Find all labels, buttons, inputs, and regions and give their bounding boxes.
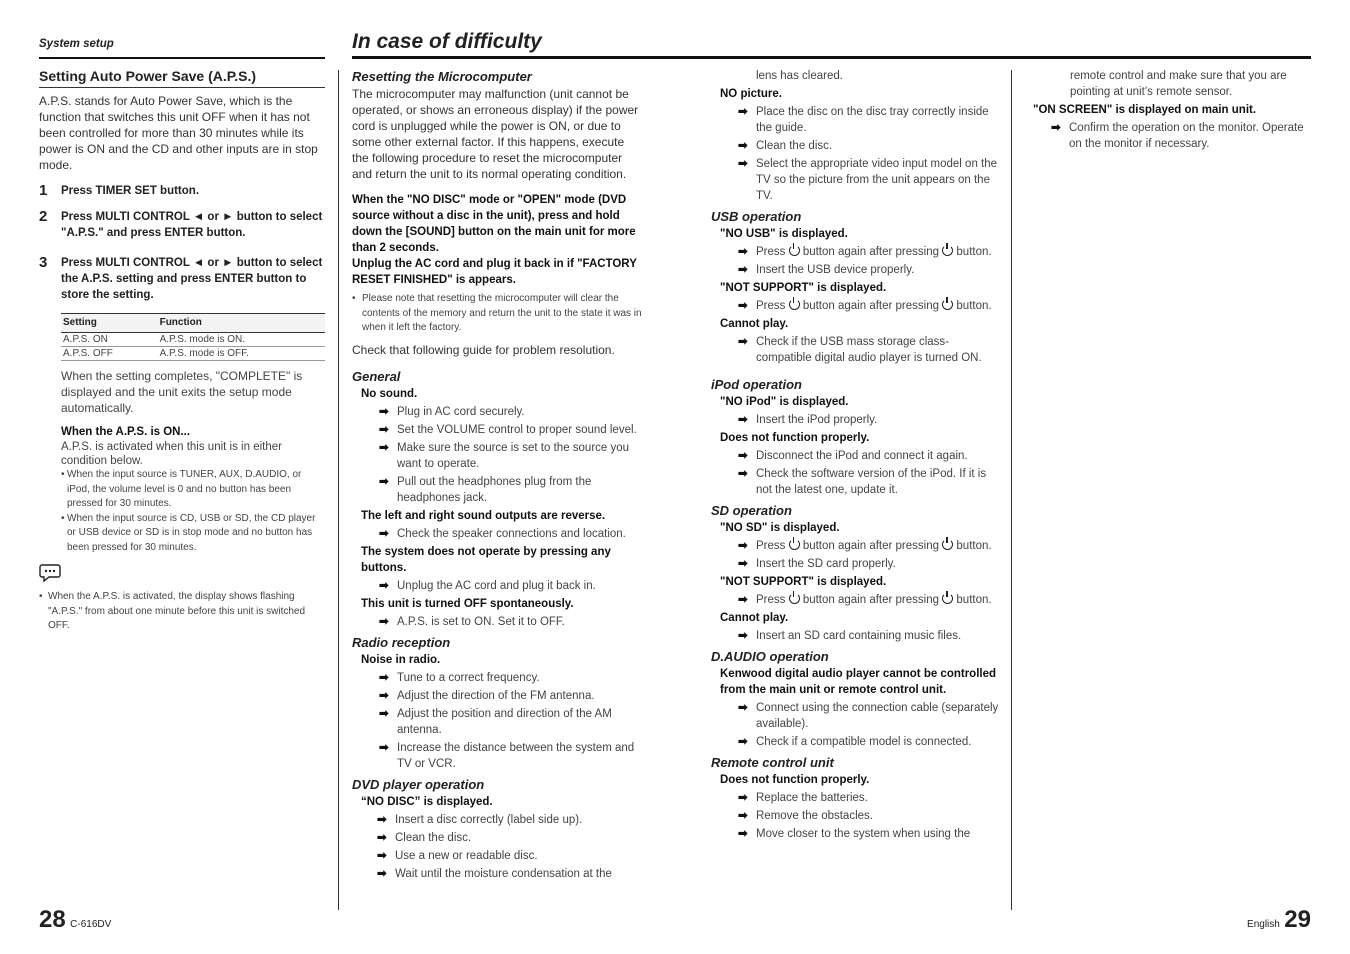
list-item: ➡ Pull out the headphones plug from the headphones jack. [379, 475, 592, 504]
ipod-title: iPod operation [711, 377, 802, 392]
list-item: ➡ Clean the disc. [377, 831, 472, 844]
arrow-icon: ➡ [738, 810, 748, 822]
arrow-icon: ➡ [738, 540, 748, 552]
when-on-title: When the A.P.S. is ON... [61, 426, 191, 438]
reset-instruction: Unplug the AC cord and plug it back in if "FACTORY RESET FINISHED" is appears. [352, 258, 637, 286]
list-item: ➡ Insert a disc correctly (label side up). [377, 813, 583, 826]
table-header: Function [158, 314, 325, 333]
solution-list [379, 670, 642, 772]
page-number: 28 [39, 906, 66, 933]
problem-heading: "ON SCREEN" is displayed on main unit. [1033, 104, 1257, 116]
arrow-icon: ➡ [377, 867, 387, 880]
list-item: ➡ Check if the USB mass storage class-compatible digital audio player is turned ON. [738, 336, 982, 364]
problem-heading: Does not function properly. [720, 774, 870, 786]
solution-list [1051, 120, 1313, 152]
list-item: ➡ Press button again after pressing button. [738, 300, 992, 312]
arrow-icon: ➡ [379, 423, 389, 436]
arrow-icon: ➡ [738, 106, 748, 118]
arrow-icon: ➡ [738, 828, 748, 840]
step-text: Press MULTI CONTROL ◄ or ► button to select "A.P.S." and press ENTER button. [61, 211, 323, 239]
list-item: ➡ Insert the iPod properly. [738, 414, 878, 426]
general-title: General [352, 368, 401, 384]
page-title: In case of difficulty [352, 30, 542, 53]
problem-heading: No sound. [361, 387, 418, 400]
problem-heading: “NO DISC” is displayed. [361, 795, 493, 808]
remote-section [720, 772, 1001, 842]
table-cell: A.P.S. mode is OFF. [158, 347, 325, 361]
table-row [61, 347, 325, 361]
title-rule [352, 56, 1311, 59]
list-item: ➡ Check the software version of the iPod. If it is not the latest one, update it. [738, 468, 987, 496]
arrow-icon: ➡ [377, 831, 387, 844]
table-row [61, 333, 325, 347]
table-cell: A.P.S. OFF [61, 347, 158, 361]
list-item: ➡ Adjust the direction of the FM antenna. [379, 689, 595, 702]
solution-list [738, 592, 1001, 608]
reset-title: Resetting the Microcomputer [352, 69, 532, 84]
list-item: ➡ Press button again after pressing button. [738, 540, 992, 552]
arrow-icon: ➡ [738, 468, 748, 480]
list-item: ➡ Set the VOLUME control to proper sound level. [379, 423, 637, 436]
solution-list [379, 526, 642, 542]
power-icon [789, 593, 800, 604]
section-header: System setup [39, 38, 114, 50]
list-item: • When the input source is TUNER, AUX, D.AUDIO, or iPod, the volume level is 0 and no button has been pressed for 30 minutes. [61, 469, 302, 509]
list-item: ➡ Plug in AC cord securely. [379, 405, 525, 418]
list-item: ➡ Adjust the position and direction of the AM antenna. [379, 707, 612, 736]
problem-heading: "NOT SUPPORT" is displayed. [720, 576, 887, 588]
page-number: 29 [1284, 906, 1311, 933]
aps-settings-table [61, 313, 325, 361]
list-item: ➡ Confirm the operation on the monitor. Operate on the monitor if necessary. [1051, 122, 1304, 150]
arrow-icon: ➡ [738, 594, 748, 606]
step-number: 1 [39, 182, 48, 199]
power-icon [942, 539, 953, 550]
problem-heading: "NO iPod" is displayed. [720, 396, 849, 408]
solution-list [738, 104, 1001, 204]
radio-title: Radio reception [352, 634, 451, 650]
list-item: ➡ A.P.S. is set to ON. Set it to OFF. [379, 615, 565, 628]
aps-rule [39, 87, 325, 88]
note-icon [39, 563, 325, 588]
troubleshoot-column-1 [352, 68, 642, 882]
remote-title: Remote control unit [711, 755, 834, 770]
list-item: ➡ Move closer to the system when using the [738, 828, 971, 840]
problem-heading: The system does not operate by pressing any buttons. [361, 545, 611, 574]
problem-heading: Cannot play. [720, 318, 789, 330]
arrow-icon: ➡ [738, 702, 748, 714]
arrow-icon: ➡ [738, 558, 748, 570]
arrow-icon: ➡ [379, 615, 389, 628]
usb-title: USB operation [711, 209, 802, 224]
troubleshoot-column-2 [711, 68, 1001, 842]
reset-instruction: When the "NO DISC" mode or "OPEN" mode (DVD source without a disc in the unit), press and hold down the [SOUND] button on the main unit for more than 2 seconds. [352, 194, 636, 254]
solution-list [738, 448, 1001, 498]
solution-list [379, 404, 642, 506]
arrow-icon: ➡ [738, 140, 748, 152]
continued-text: remote control and make sure that you are pointing at unit’s remote sensor. [1070, 70, 1287, 98]
step-1 [39, 183, 325, 199]
solution-list [738, 298, 1001, 314]
list-item: ➡ Disconnect the iPod and connect it again. [738, 450, 968, 462]
dvd-title: DVD player operation [352, 776, 485, 792]
power-icon [789, 539, 800, 550]
complete-text: When the setting completes, "COMPLETE" is displayed and the unit exits the setup mode automatically. [61, 369, 303, 415]
list-item: ➡ Insert an SD card containing music files. [738, 630, 962, 642]
problem-heading: Noise in radio. [361, 653, 441, 666]
solution-list [738, 628, 1001, 644]
list-item: ➡ Remove the obstacles. [738, 810, 873, 822]
continued-text: lens has cleared. [756, 70, 843, 82]
power-icon [789, 299, 800, 310]
problem-heading: "NOT SUPPORT" is displayed. [720, 282, 887, 294]
arrow-icon: ➡ [738, 414, 748, 426]
list-item: ➡ Tune to a correct frequency. [379, 671, 540, 684]
arrow-icon: ➡ [738, 450, 748, 462]
footer-left [39, 906, 111, 934]
arrow-icon: ➡ [738, 736, 748, 748]
list-item: ➡ Check if a compatible model is connected. [738, 736, 972, 748]
power-icon [942, 245, 953, 256]
solution-list [377, 812, 642, 882]
list-item: ➡ Press button again after pressing button. [738, 246, 992, 258]
footer-right [1247, 906, 1311, 934]
arrow-icon: ➡ [379, 527, 389, 540]
list-item: • When the input source is CD, USB or SD, the CD player or USB device or SD is in stop mode and no button has been pressed for 30 minutes. [61, 512, 316, 553]
language-label: English [1247, 919, 1280, 930]
arrow-icon: ➡ [738, 158, 748, 170]
table-header-row [61, 314, 325, 333]
power-icon [942, 299, 953, 310]
list-item: ➡ Press button again after pressing button. [738, 594, 992, 606]
aps-title: Setting Auto Power Save (A.P.S.) [39, 68, 257, 84]
step-number: 3 [39, 254, 48, 271]
list-item: ➡ Insert the USB device properly. [738, 264, 915, 276]
solution-list [738, 334, 1001, 366]
problem-heading: "NO USB" is displayed. [720, 228, 848, 240]
list-item: ➡ Insert the SD card properly. [738, 558, 896, 570]
problem-heading: The left and right sound outputs are reverse. [361, 509, 606, 522]
solution-list [379, 614, 642, 630]
arrow-icon: ➡ [377, 849, 387, 862]
table-header: Setting [61, 314, 158, 333]
table-cell: A.P.S. ON [61, 333, 158, 347]
power-icon [789, 245, 800, 256]
list-item: ➡ Wait until the moisture condensation at the [377, 867, 612, 880]
model-number: C-616DV [70, 919, 112, 930]
arrow-icon: ➡ [738, 300, 748, 312]
daudio-section [720, 666, 1001, 750]
check-text: Check that following guide for problem resolution. [352, 342, 615, 357]
arrow-icon: ➡ [738, 336, 748, 348]
column-divider [338, 70, 339, 910]
problem-heading: Kenwood digital audio player cannot be controlled from the main unit or remote control unit. [720, 668, 997, 696]
arrow-icon: ➡ [379, 475, 389, 488]
arrow-icon: ➡ [1051, 122, 1061, 134]
list-item: ➡ Replace the batteries. [738, 792, 868, 804]
arrow-icon: ➡ [379, 579, 389, 592]
problem-heading: Cannot play. [720, 612, 789, 624]
dvd-section [361, 794, 642, 882]
condition-list [61, 468, 325, 555]
step-3 [39, 255, 325, 303]
arrow-icon: ➡ [738, 630, 748, 642]
daudio-title: D.AUDIO operation [711, 649, 829, 664]
arrow-icon: ➡ [379, 671, 389, 684]
aps-intro: A.P.S. stands for Auto Power Save, which is the function that switches this unit OFF when it has not been controlled for more than 30 minutes while its power is ON and the CD and other inputs are in stop mode. [39, 94, 318, 172]
when-on-text: A.P.S. is activated when this unit is in either condition below. [61, 441, 282, 467]
arrow-icon: ➡ [379, 707, 389, 720]
arrow-icon: ➡ [738, 792, 748, 804]
step-text: Press MULTI CONTROL ◄ or ► button to select the A.P.S. setting and press ENTER button to store the setting. [61, 257, 323, 301]
problem-heading: NO picture. [720, 88, 782, 100]
reset-text: The microcomputer may malfunction (unit cannot be operated, or shows an erroneous display) if the power cord is unplugged while the power is ON, or due to some other external factor. If this happens, execute the following procedure to reset the microcomputer and return the unit to its normal operating condition. [352, 87, 639, 181]
arrow-icon: ➡ [379, 441, 389, 454]
solution-list [738, 790, 1001, 842]
solution-list [738, 412, 1001, 428]
step-text: Press TIMER SET button. [61, 185, 200, 197]
column-divider [1011, 70, 1012, 910]
power-icon [942, 593, 953, 604]
list-item: ➡ Place the disc on the disc tray correctly inside the guide. [738, 106, 989, 134]
arrow-icon: ➡ [379, 405, 389, 418]
list-item: ➡ Connect using the connection cable (separately available). [738, 702, 999, 730]
table-cell: A.P.S. mode is ON. [158, 333, 325, 347]
solution-list [738, 244, 1001, 278]
list-item: ➡ Clean the disc. [738, 140, 833, 152]
aps-section [39, 68, 325, 634]
solution-list [738, 538, 1001, 572]
list-item: ➡ Check the speaker connections and location. [379, 527, 626, 540]
arrow-icon: ➡ [377, 813, 387, 826]
aps-note: • When the A.P.S. is activated, the display shows flashing "A.P.S." from about one minute before this unit is switched OFF. [39, 591, 306, 631]
usb-section [720, 226, 1001, 366]
list-item: ➡ Make sure the source is set to the source you want to operate. [379, 441, 630, 470]
problem-heading: This unit is turned OFF spontaneously. [361, 597, 574, 610]
ipod-section [720, 394, 1001, 498]
list-item: ➡ Use a new or readable disc. [377, 849, 538, 862]
sd-title: SD operation [711, 503, 792, 518]
arrow-icon: ➡ [738, 264, 748, 276]
dvd-picture-section [720, 86, 1001, 204]
header-rule [39, 57, 325, 59]
arrow-icon: ➡ [738, 246, 748, 258]
general-section [361, 386, 642, 630]
sd-section [720, 520, 1001, 644]
troubleshoot-column-3 [1033, 68, 1313, 152]
solution-list [738, 700, 1001, 750]
step-2 [39, 209, 325, 241]
arrow-icon: ➡ [379, 741, 389, 754]
list-item: ➡ Unplug the AC cord and plug it back in. [379, 579, 596, 592]
arrow-icon: ➡ [379, 689, 389, 702]
reset-note: • Please note that resetting the microcomputer will clear the contents of the memory and return the unit to the state it was in when it left the factory. [352, 293, 642, 333]
radio-section [361, 652, 642, 772]
step-number: 2 [39, 208, 48, 225]
problem-heading: "NO SD" is displayed. [720, 522, 840, 534]
list-item: ➡ Select the appropriate video input model on the TV so the picture from the unit appears on the TV. [738, 158, 998, 202]
problem-heading: Does not function properly. [720, 432, 870, 444]
solution-list [379, 578, 642, 594]
list-item: ➡ Increase the distance between the system and TV or VCR. [379, 741, 635, 770]
